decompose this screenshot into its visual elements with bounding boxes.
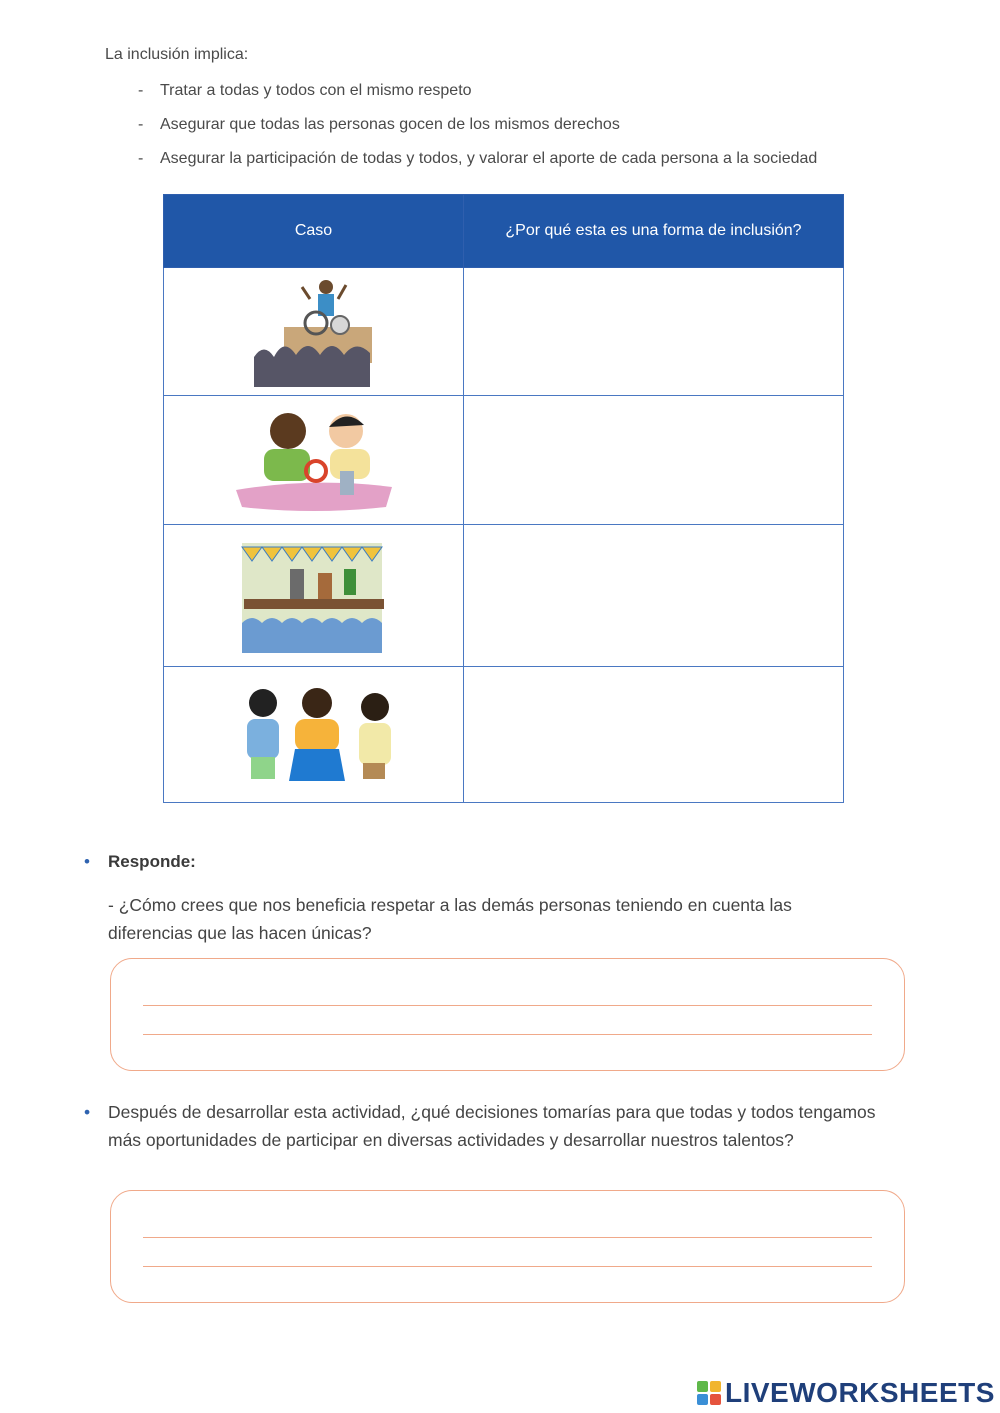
table-row [164, 268, 844, 396]
inclusion-list [138, 80, 817, 182]
answer-cell-2[interactable] [464, 396, 844, 525]
question-1: - ¿Cómo crees que nos beneficia respetar a las demás personas teniendo en cuenta las diferencias que las hacen únicas? [108, 895, 792, 943]
answer-cell-4[interactable] [464, 667, 844, 803]
answer-line [143, 1237, 872, 1238]
header-why: ¿Por qué esta es una forma de inclusión? [464, 195, 844, 268]
table-row [164, 667, 844, 803]
answer-line [143, 1005, 872, 1006]
list-item: - Asegurar que todas las personas gocen de los mismos derechos [138, 116, 620, 133]
case-image-cell [164, 525, 464, 667]
bullet-icon: • [84, 852, 90, 871]
festival-performance-illustration [240, 539, 388, 653]
intro-heading: La inclusión implica: [105, 46, 249, 63]
answer-box-1[interactable] [110, 958, 905, 1071]
bullet-icon: • [84, 1102, 91, 1122]
answer-cell-1[interactable] [464, 268, 844, 396]
case-image-cell [164, 396, 464, 525]
question-2: • Después de desarrollar esta actividad, ¿qué decisiones tomarías para que todas y todos tengamos más oportunidades de participar en diversas actividades y desarrollar nuestros talentos? [84, 1098, 884, 1154]
header-case: Caso [164, 195, 464, 268]
answer-box-2[interactable] [110, 1190, 905, 1303]
speaker-in-wheelchair-illustration [254, 277, 374, 387]
list-item: - Tratar a todas y todos con el mismo respeto [138, 82, 472, 99]
answer-line [143, 1266, 872, 1267]
answer-cell-3[interactable] [464, 525, 844, 667]
inclusion-table [163, 194, 837, 803]
children-with-magnifying-glass-illustration [236, 405, 392, 515]
case-image-cell [164, 667, 464, 803]
table-row [164, 525, 844, 667]
list-item: - Asegurar la participación de todas y todos, y valorar el aporte de cada persona a la sociedad [138, 150, 818, 167]
liveworksheets-logo-icon [697, 1381, 721, 1405]
liveworksheets-logo: LIVEWORKSHEETS [697, 1377, 995, 1409]
answer-line [143, 1034, 872, 1035]
case-image-cell [164, 268, 464, 396]
respond-heading: • Responde: [84, 852, 196, 871]
children-holding-hands-illustration [229, 685, 399, 785]
table-row [164, 396, 844, 525]
